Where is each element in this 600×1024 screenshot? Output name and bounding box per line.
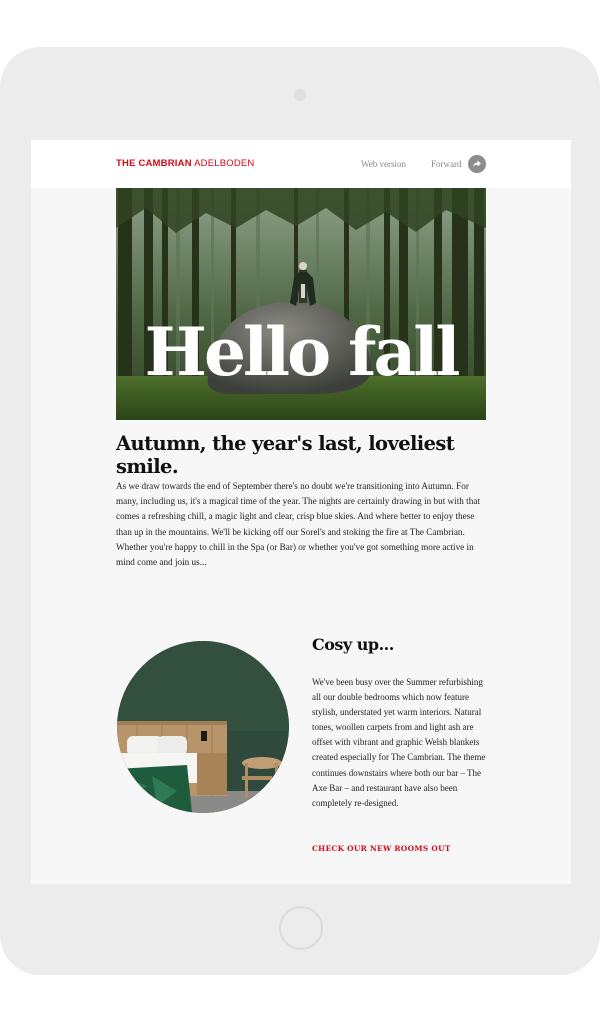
cosy-body: We've been busy over the Summer refurbishing all our double bedrooms which now feature stylish, understated yet warm interiors. Natural tones, woollen carpets from and light ash are offset with vibrant and graphic Welsh blankets created especially for The Cambrian. The theme continues downstairs where both our bar – The Axe Bar – and restaurant have also been completely re-designed. [312, 677, 486, 808]
brand-logo[interactable] [116, 158, 255, 169]
share-arrow-icon[interactable] [468, 155, 486, 173]
cosy-title: Cosy up... [312, 635, 394, 654]
brand-bold: THE CAMBRIAN [116, 158, 192, 169]
hero-overlay-text: Hello fall [144, 313, 458, 391]
forward-link[interactable]: Forward [431, 159, 462, 169]
camera-icon [294, 89, 306, 101]
article-intro: As we draw towards the end of September there's no doubt we're transitioning into Autumn. For many, including us, it's a magical time of the year. The nights are certainly drawing in but with that comes a refreshing chill, a magic light and clear, crisp blue skies. And where better to enjoy these than up in the mountains. We'll be kicking off our Sorel's and stoking the fire at The Cambrian. Whether you're happy to chill in the Spa (or Bar) or whether you've got something more active in mind come and join us... [116, 481, 480, 568]
hero-image [116, 188, 486, 420]
rooms-cta-link[interactable]: CHECK OUR NEW ROOMS OUT [312, 844, 451, 853]
home-button[interactable] [279, 906, 323, 950]
email-screen [31, 140, 571, 884]
brand-light: ADELBODEN [194, 158, 255, 169]
bedroom-image [117, 641, 289, 813]
article-headline: Autumn, the year's last, loveliest smile. [116, 432, 455, 478]
email-header [31, 140, 571, 188]
web-version-link[interactable]: Web version [361, 159, 407, 169]
